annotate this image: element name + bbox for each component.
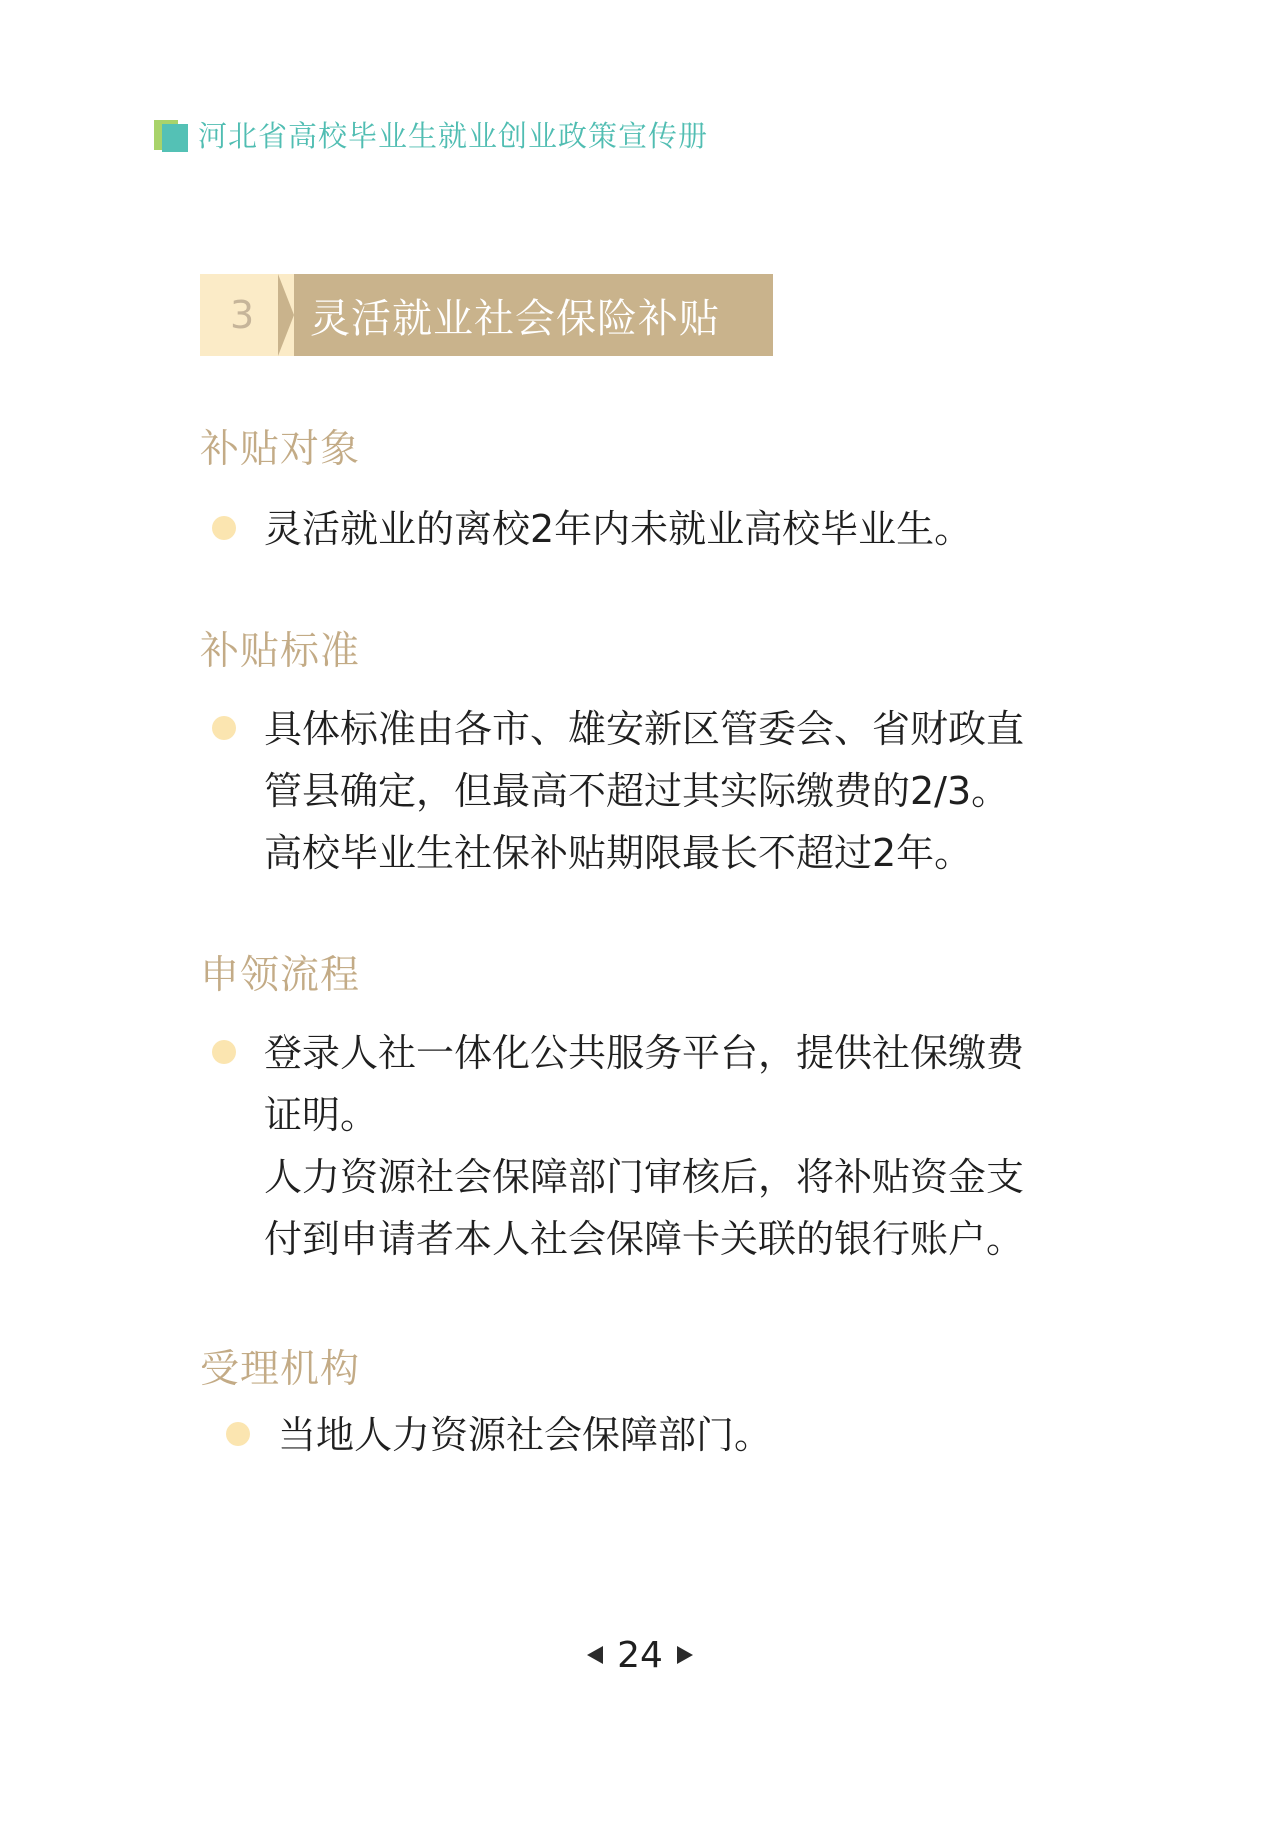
- header-title: 河北省高校毕业生就业创业政策宣传册: [198, 118, 709, 153]
- bullet-text-line: 付到申请者本人社会保障卡关联的银行账户。: [264, 1217, 1025, 1261]
- header-logo-icon: [154, 116, 190, 152]
- bullet-dot-icon: [212, 1040, 236, 1064]
- bullet-agency: [278, 1404, 1138, 1466]
- bullet-standard: [264, 698, 1124, 884]
- bullet-text-line: 人力资源社会保障部门审核后，将补贴资金支: [264, 1155, 1025, 1199]
- bullet-text-line: 管县确定，但最高不超过其实际缴费的2/3。: [264, 769, 1010, 813]
- document-header: [154, 112, 708, 156]
- bullet-target: [264, 498, 1124, 560]
- section-title-box: [294, 274, 773, 356]
- page-number: 24: [617, 1634, 663, 1676]
- bullet-text-line: 登录人社一体化公共服务平台，提供社保缴费: [264, 1031, 1025, 1075]
- bullet-process: [264, 1022, 1124, 1270]
- subheading-target: 补贴对象: [200, 427, 361, 472]
- subheading-standard: 补贴标准: [200, 629, 361, 674]
- subheading-process: 申领流程: [200, 953, 361, 998]
- arrow-left-icon: [587, 1646, 603, 1664]
- section-banner: [200, 274, 773, 356]
- bullet-dot-icon: [226, 1422, 250, 1446]
- bullet-dot-icon: [212, 716, 236, 740]
- bullet-text-line: 灵活就业的离校2年内未就业高校毕业生。: [264, 507, 973, 551]
- section-number: 3: [230, 293, 255, 337]
- section-title: 灵活就业社会保险补贴: [310, 295, 720, 342]
- bullet-dot-icon: [212, 516, 236, 540]
- bullet-text-line: 高校毕业生社保补贴期限最长不超过2年。: [264, 831, 973, 875]
- bullet-text-line: 证明。: [264, 1093, 379, 1137]
- bullet-text-line: 具体标准由各市、雄安新区管委会、省财政直: [264, 707, 1025, 751]
- page-number-footer: [0, 1630, 1280, 1680]
- arrow-right-icon: [677, 1646, 693, 1664]
- subheading-agency: 受理机构: [200, 1347, 361, 1392]
- bullet-text-line: 当地人力资源社会保障部门。: [278, 1413, 773, 1457]
